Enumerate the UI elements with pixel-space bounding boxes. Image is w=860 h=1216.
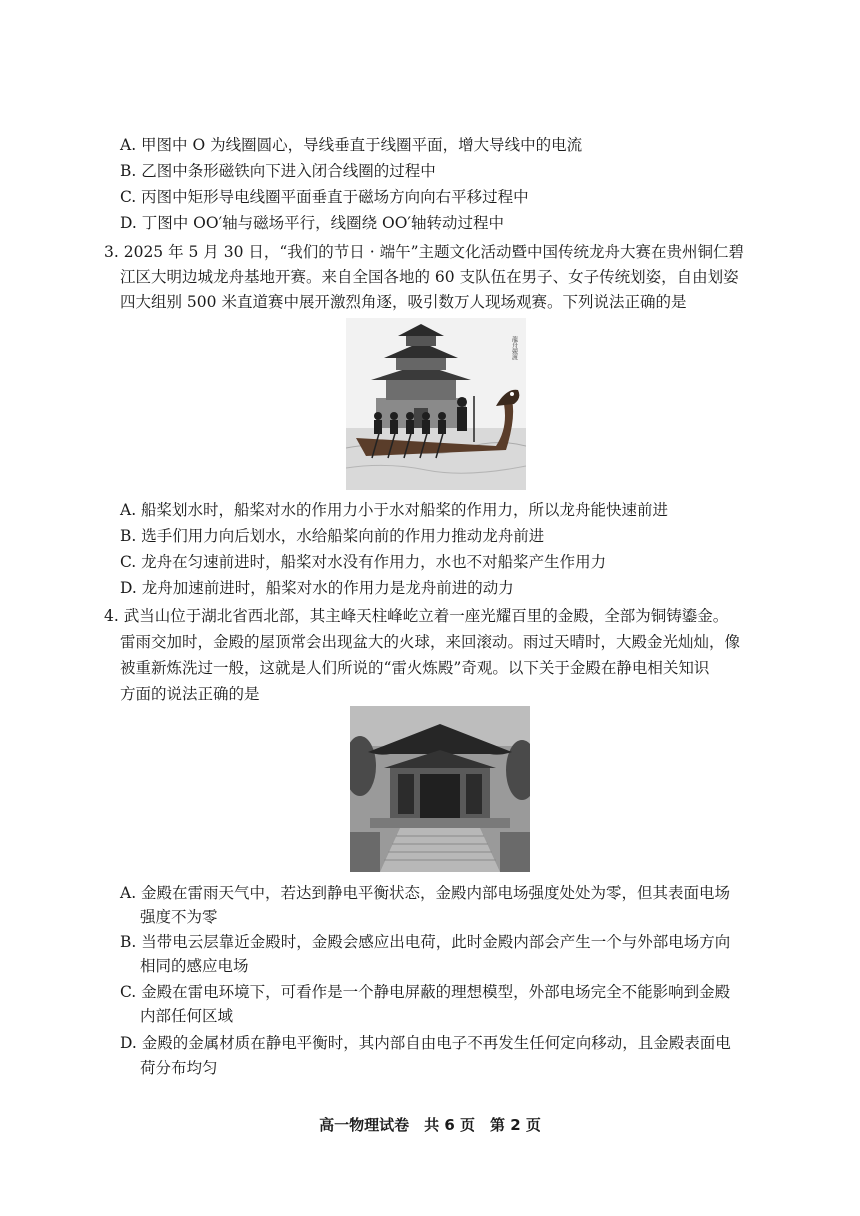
q4-option-c-line-1: C. 金殿在雷电环境下，可看作是一个静电屏蔽的理想模型，外部电场完全不能影响到金殿	[120, 983, 731, 1001]
q3-option-a: A. 船桨划水时，船桨对水的作用力小于水对船桨的作用力，所以龙舟能快速前进	[120, 501, 669, 519]
q4-option-b-line-1: B. 当带电云层靠近金殿时，金殿会感应出电荷，此时金殿内部会产生一个与外部电场方向	[120, 933, 731, 951]
q3-option-d: D. 龙舟加速前进时，船桨对水的作用力是龙舟前进的动力	[120, 579, 514, 597]
q4-stem-line-3: 被重新炼洗过一般，这就是人们所说的“雷火炼殿”奇观。以下关于金殿在静电相关知识	[120, 659, 710, 677]
golden-hall-image	[350, 706, 530, 872]
q2-option-d: D. 丁图中 OO′轴与磁场平行，线圈绕 OO′轴转动过程中	[120, 214, 504, 232]
q3-stem-line-3: 四大组别 500 米直道赛中展开激烈角逐，吸引数万人现场观赛。下列说法正确的是	[120, 293, 687, 311]
q4-stem-line-1: 4. 武当山位于湖北省西北部，其主峰天柱峰屹立着一座光耀百里的金殿，全部为铜铸鎏金。	[104, 607, 729, 625]
q4-option-d-line-2: 荷分布均匀	[140, 1059, 218, 1077]
q4-stem-line-2: 雷雨交加时，金殿的屋顶常会出现盆大的火球，来回滚动。雨过天晴时，大殿金光灿灿，像	[120, 633, 741, 651]
q4-option-c-line-2: 内部任何区域	[140, 1007, 234, 1025]
q4-option-a-line-1: A. 金殿在雷雨天气中，若达到静电平衡状态，金殿内部电场强度处处为零，但其表面电场	[120, 884, 731, 902]
q4-option-d-line-1: D. 金殿的金属材质在静电平衡时，其内部自由电子不再发生任何定向移动，且金殿表面电	[120, 1034, 731, 1052]
q4-option-a-line-2: 强度不为零	[140, 908, 218, 926]
page-footer: 高一物理试卷 共 6 页 第 2 页	[319, 1116, 541, 1134]
q2-option-c: C. 丙图中矩形导电线圈平面垂直于磁场方向向右平移过程中	[120, 188, 529, 206]
q2-option-b: B. 乙图中条形磁铁向下进入闭合线圈的过程中	[120, 162, 436, 180]
q3-option-b: B. 选手们用力向后划水，水给船桨向前的作用力推动龙舟前进	[120, 527, 545, 545]
q2-option-a: A. 甲图中 O 为线圈圆心，导线垂直于线圈平面，增大导线中的电流	[120, 136, 583, 154]
dragon-boat-image	[346, 318, 526, 490]
q4-stem-line-4: 方面的说法正确的是	[120, 685, 260, 703]
q3-option-c: C. 龙舟在匀速前进时，船桨对水没有作用力，水也不对船桨产生作用力	[120, 553, 607, 571]
calligraphy-text: 龍舟競渡	[510, 336, 518, 360]
q4-option-b-line-2: 相同的感应电场	[140, 957, 249, 975]
q3-stem-line-2: 江区大明边城龙舟基地开赛。来自全国各地的 60 支队伍在男子、女子传统划姿，自由划姿	[120, 268, 739, 286]
q3-stem-line-1: 3. 2025 年 5 月 30 日，“我们的节日 · 端午”主题文化活动暨中国传统龙舟大赛在贵州铜仁碧	[104, 243, 745, 261]
